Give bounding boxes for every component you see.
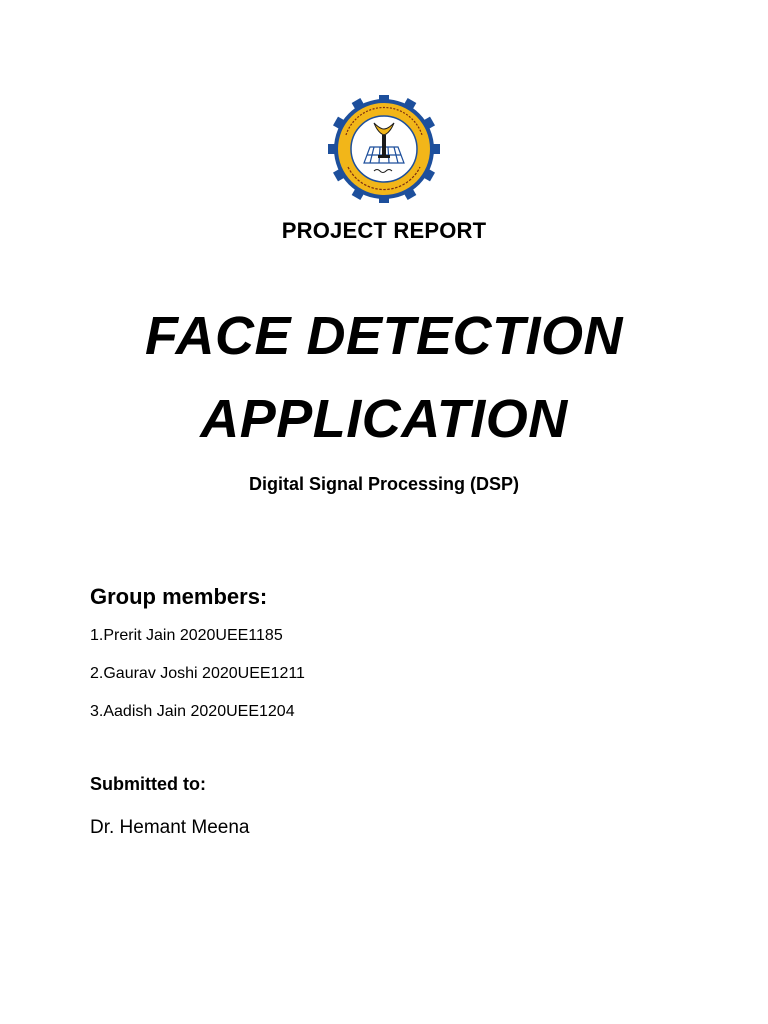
- subject-subtitle: Digital Signal Processing (DSP): [248, 474, 520, 494]
- member-item: 2.Gaurav Joshi 2020UEE1211: [90, 665, 305, 682]
- report-type-heading: PROJECT REPORT: [281, 218, 487, 243]
- report-title-line-1: FACE DETECTION: [144, 306, 624, 366]
- member-item: 3.Aadish Jain 2020UEE1204: [90, 703, 295, 720]
- report-title-line-2: APPLICATION: [200, 389, 568, 449]
- submitted-to-heading: Submitted to:: [90, 774, 206, 794]
- institute-emblem-icon: [327, 95, 441, 203]
- member-item: 1.Prerit Jain 2020UEE1185: [90, 627, 283, 644]
- group-members-heading: Group members:: [90, 584, 268, 609]
- submitted-to-name: Dr. Hemant Meena: [90, 817, 250, 838]
